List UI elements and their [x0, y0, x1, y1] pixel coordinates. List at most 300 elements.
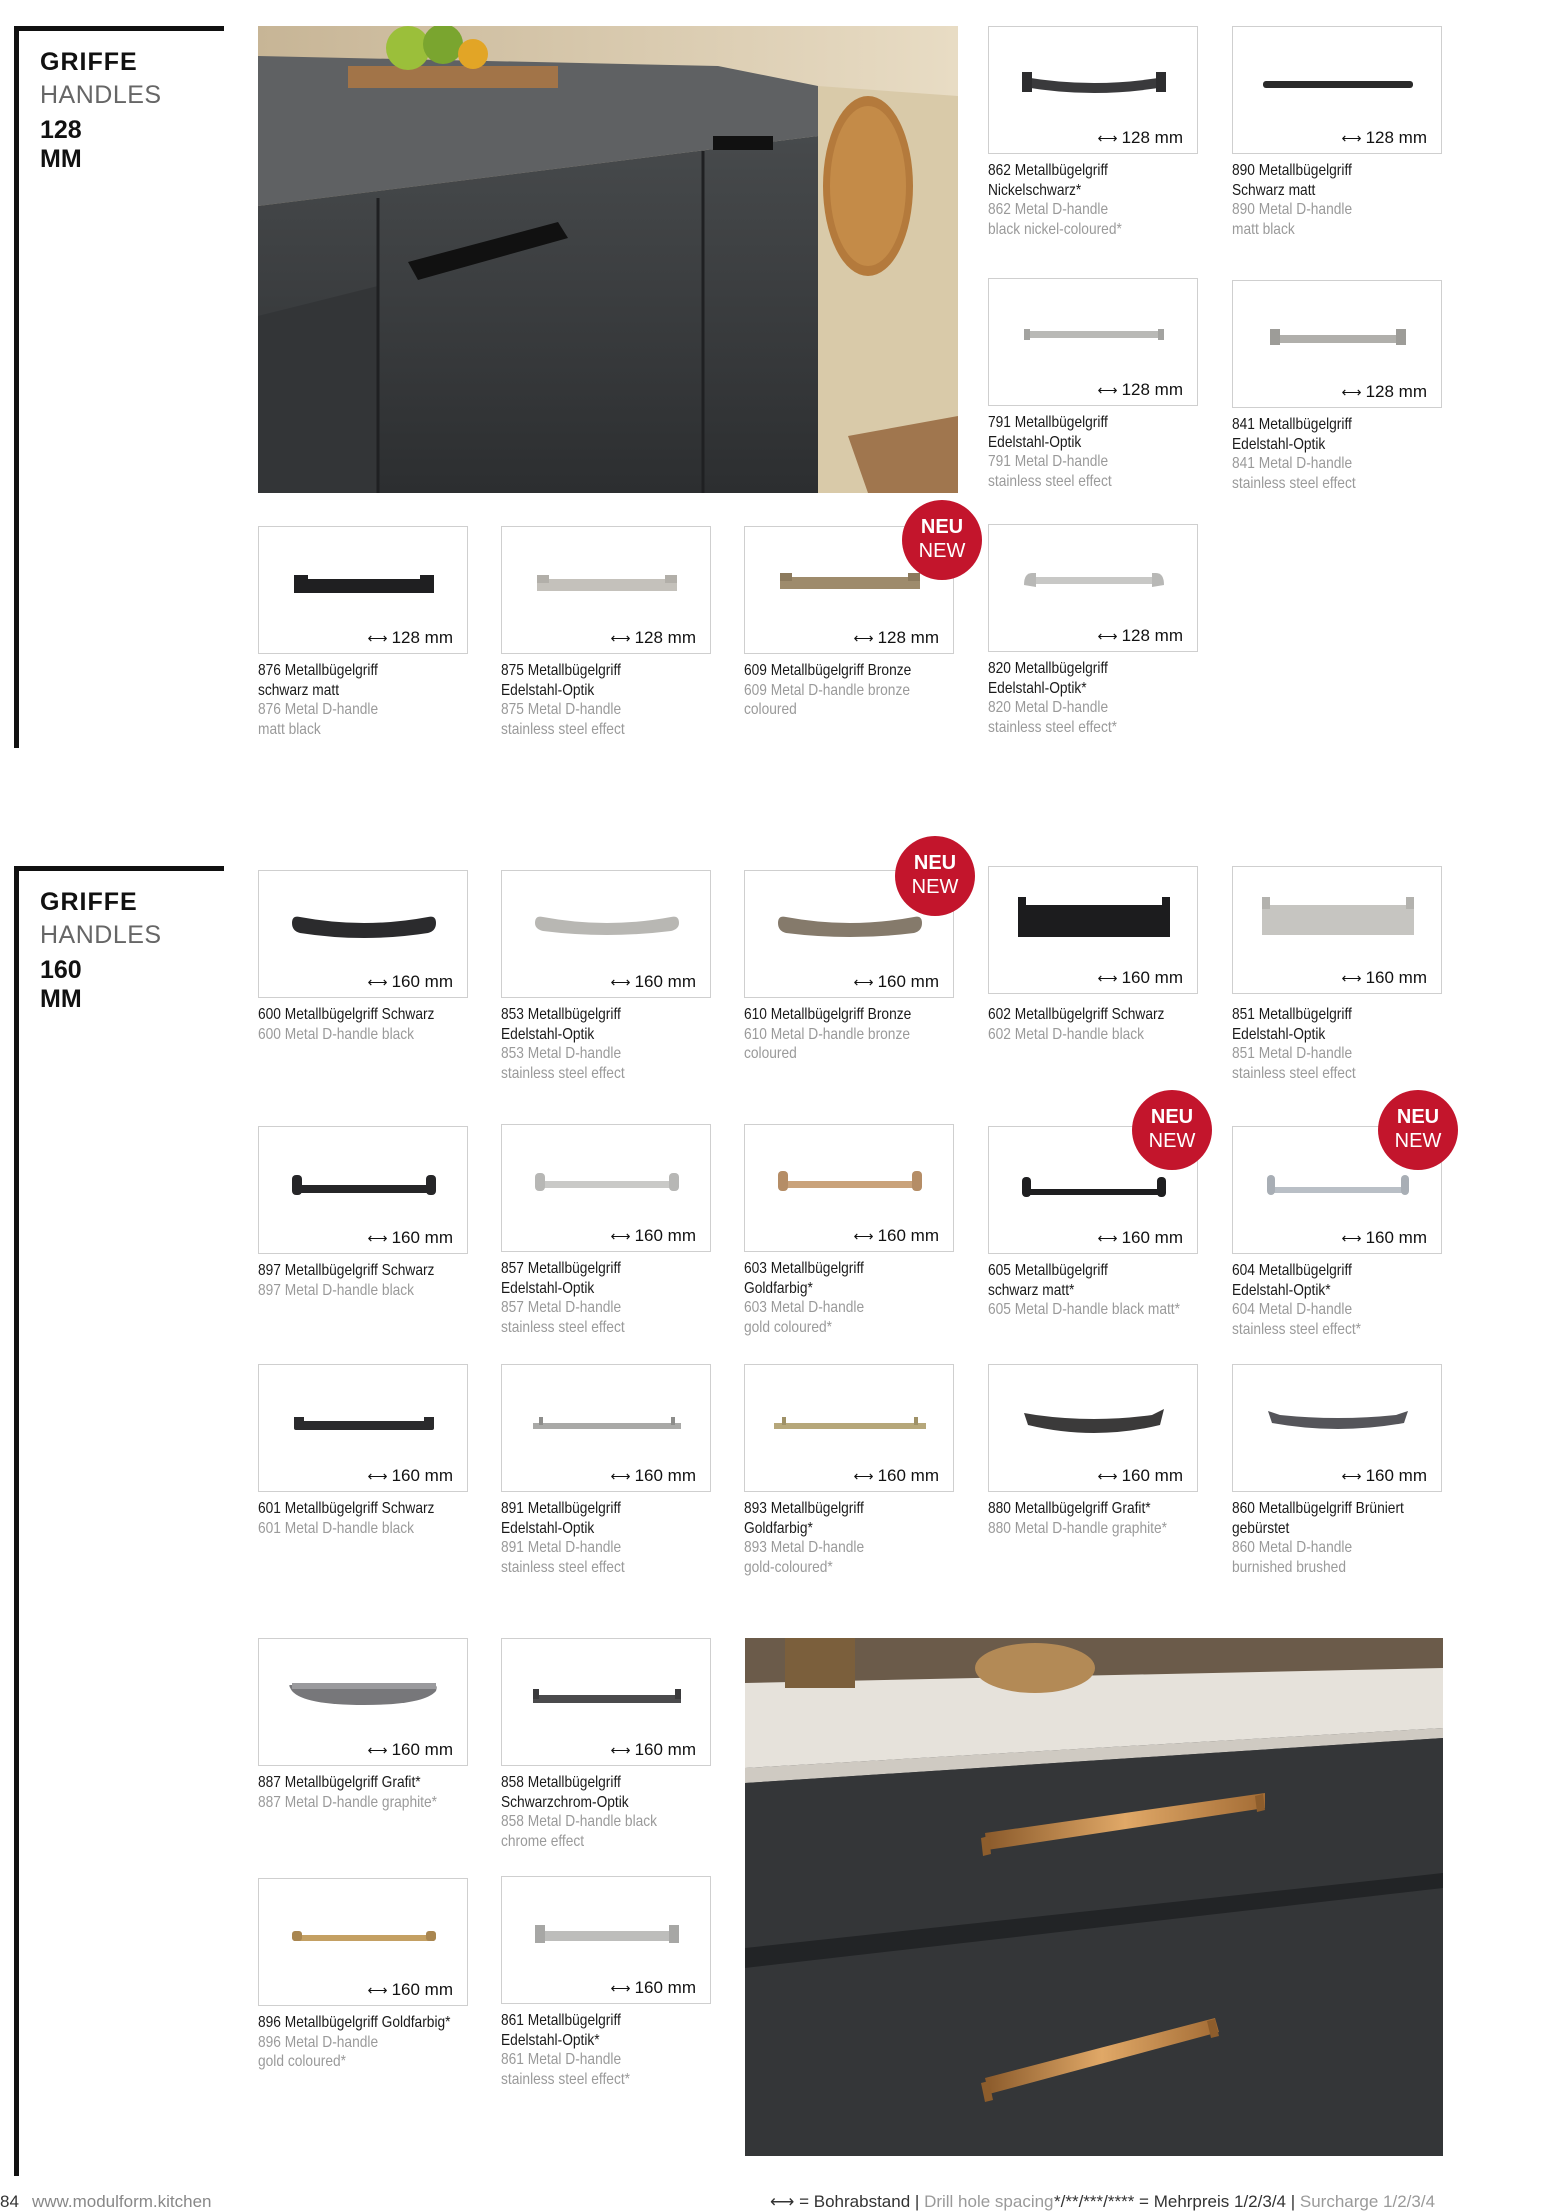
product-name-en: gold coloured*: [744, 1318, 832, 1336]
handle-image: [284, 1879, 444, 1969]
product-name-en: 861 Metal D-handle: [501, 2051, 622, 2068]
section-rule-left: [14, 866, 19, 2176]
product-caption: [258, 1005, 473, 1044]
new-badge: [1378, 1090, 1458, 1170]
drill-spacing-label: [368, 1228, 454, 1248]
drill-spacing-label: [854, 972, 940, 992]
handle-image: [284, 527, 444, 617]
product-name-en: 602 Metal D-handle black: [988, 1025, 1145, 1043]
product-tile[interactable]: [744, 1124, 954, 1337]
product-caption: [258, 1773, 473, 1812]
product-name-de: 896 Metallbügelgriff Goldfarbig*: [258, 2014, 451, 2031]
product-name-en: 851 Metal D-handle: [1232, 1045, 1353, 1062]
handle-image: [1014, 279, 1174, 369]
drill-spacing-icon: ⟷: [610, 1742, 630, 1758]
product-image-box: [988, 278, 1198, 406]
product-name-en: 791 Metal D-handle: [988, 453, 1109, 470]
drill-spacing-icon: ⟷: [367, 974, 387, 990]
product-name-de: 876 Metallbügelgriff: [258, 662, 378, 679]
product-caption: [501, 1259, 716, 1337]
drill-spacing-value: 160 mm: [391, 1228, 453, 1247]
surcharge-text-en: Surcharge 1/2/3/4: [1299, 2192, 1436, 2211]
product-tile[interactable]: [501, 1364, 711, 1577]
product-name-en: 605 Metal D-handle black matt*: [988, 1301, 1180, 1318]
drill-spacing-label: [1098, 1228, 1184, 1248]
handle-image: [1258, 867, 1418, 957]
drill-spacing-icon: ⟷: [1097, 1468, 1117, 1484]
drill-spacing-icon: ⟷: [367, 1230, 387, 1246]
product-name-de: 609 Metallbügelgriff Bronze: [744, 662, 912, 679]
drill-spacing-icon: ⟷: [367, 1982, 387, 1998]
product-name-de: Schwarzchrom-Optik: [501, 1793, 629, 1811]
drill-spacing-label: [1098, 968, 1184, 988]
product-name-de: Edelstahl-Optik: [1232, 1025, 1326, 1043]
drill-spacing-label: [1342, 128, 1428, 148]
product-name-en: stainless steel effect*: [1232, 1320, 1362, 1338]
product-name-en: 876 Metal D-handle: [258, 701, 379, 718]
product-name-en: stainless steel effect: [501, 1558, 625, 1576]
product-caption: [988, 659, 1203, 737]
product-name-en: 862 Metal D-handle: [988, 201, 1109, 218]
product-image-box: [258, 1126, 468, 1254]
product-caption: [501, 1005, 716, 1083]
drill-spacing-label: [1342, 968, 1428, 988]
product-caption: [744, 1005, 959, 1064]
drill-spacing-label: [854, 1466, 940, 1486]
product-name-en: 897 Metal D-handle black: [258, 1281, 415, 1299]
product-name-en: 860 Metal D-handle: [1232, 1539, 1353, 1556]
product-name-de: 605 Metallbügelgriff: [988, 1262, 1108, 1279]
drill-spacing-icon: ⟷: [610, 1980, 630, 1996]
product-image-box: [258, 1638, 468, 1766]
drill-spacing-label: [1342, 382, 1428, 402]
product-image-box: [501, 526, 711, 654]
drill-spacing-label: [854, 628, 940, 648]
product-caption: [1232, 415, 1447, 493]
drill-spacing-icon: ⟷: [367, 1742, 387, 1758]
product-name-en: 887 Metal D-handle graphite*: [258, 1793, 438, 1811]
new-badge-en: NEW: [918, 540, 966, 562]
product-name-de: schwarz matt*: [988, 1281, 1075, 1299]
drill-spacing-icon: ⟷: [1341, 384, 1361, 400]
product-tile[interactable]: [1232, 1364, 1442, 1577]
handle-image: [1014, 1365, 1174, 1455]
product-tile[interactable]: [988, 1364, 1198, 1538]
product-name-en: 853 Metal D-handle: [501, 1045, 622, 1062]
drill-spacing-icon: ⟷: [1341, 1230, 1361, 1246]
drill-spacing-value: 160 mm: [1121, 968, 1183, 987]
product-tile[interactable]: [501, 526, 711, 739]
product-caption: [258, 1499, 473, 1538]
drill-spacing-legend: [770, 2192, 1054, 2212]
drill-spacing-value: 160 mm: [391, 972, 453, 991]
drill-spacing-value: 160 mm: [1365, 968, 1427, 987]
product-name-de: Edelstahl-Optik*: [501, 2031, 600, 2049]
drill-spacing-label: [1098, 128, 1184, 148]
product-name-en: 603 Metal D-handle: [744, 1299, 865, 1316]
handle-image: [527, 1639, 687, 1729]
product-name-en: stainless steel effect*: [988, 718, 1118, 736]
product-caption: [1232, 161, 1447, 239]
product-tile[interactable]: [258, 1126, 468, 1300]
product-name-en: stainless steel effect: [501, 1318, 625, 1336]
product-caption: [1232, 1261, 1447, 1339]
drill-spacing-value: 160 mm: [877, 1226, 939, 1245]
product-image-box: [988, 866, 1198, 994]
drill-spacing-value: 128 mm: [1121, 626, 1183, 645]
product-name-en: coloured: [744, 701, 797, 718]
handle-image: [1258, 27, 1418, 117]
drill-spacing-icon: ⟷: [853, 1228, 873, 1244]
product-caption: [988, 1499, 1203, 1538]
product-tile[interactable]: [988, 26, 1198, 239]
product-name-de: 857 Metallbügelgriff: [501, 1260, 621, 1277]
product-name-en: 890 Metal D-handle: [1232, 201, 1353, 218]
product-name-de: 851 Metallbügelgriff: [1232, 1006, 1352, 1023]
product-name-en: matt black: [258, 720, 321, 738]
drill-spacing-label: [611, 1226, 697, 1246]
product-caption: [258, 2013, 473, 2072]
product-name-en: chrome effect: [501, 1832, 585, 1850]
product-name-de: 875 Metallbügelgriff: [501, 662, 621, 679]
handle-image: [1014, 867, 1174, 957]
product-name-en: 891 Metal D-handle: [501, 1539, 622, 1556]
product-caption: [258, 1261, 473, 1300]
product-image-box: [258, 1364, 468, 1492]
product-tile[interactable]: [744, 1364, 954, 1577]
product-tile[interactable]: [258, 1364, 468, 1538]
drill-spacing-label: [368, 1740, 454, 1760]
drill-spacing-icon: ⟷: [367, 630, 387, 646]
product-name-en: 880 Metal D-handle graphite*: [988, 1519, 1168, 1537]
product-name-en: 841 Metal D-handle: [1232, 455, 1353, 472]
product-name-en: 601 Metal D-handle black: [258, 1519, 415, 1537]
handle-image: [1258, 281, 1418, 371]
product-name-de: 853 Metallbügelgriff: [501, 1006, 621, 1023]
product-tile[interactable]: [258, 526, 468, 739]
product-name-en: black nickel-coloured*: [988, 220, 1122, 238]
drill-spacing-icon: ⟷: [610, 974, 630, 990]
product-name-de: gebürstet: [1232, 1519, 1290, 1537]
handle-image: [284, 1639, 444, 1729]
drill-spacing-value: 160 mm: [634, 1226, 696, 1245]
product-name-en: 896 Metal D-handle: [258, 2033, 379, 2051]
product-name-en: stainless steel effect: [501, 1064, 625, 1082]
product-name-de: 862 Metallbügelgriff: [988, 162, 1108, 179]
product-name-de: 602 Metallbügelgriff Schwarz: [988, 1006, 1165, 1023]
product-caption: [744, 1259, 959, 1337]
new-badge-en: NEW: [1394, 1130, 1442, 1152]
drill-spacing-icon: ⟷: [1097, 628, 1117, 644]
product-name-en: 893 Metal D-handle: [744, 1539, 865, 1556]
product-image-box: [258, 870, 468, 998]
product-name-en: stainless steel effect: [1232, 474, 1356, 492]
kitchen-photo-top: [258, 26, 958, 493]
drill-spacing-label: [611, 628, 697, 648]
drill-spacing-value: 160 mm: [391, 1740, 453, 1759]
product-image-box: [988, 26, 1198, 154]
handle-image: [1258, 1365, 1418, 1455]
product-name-de: Goldfarbig*: [744, 1519, 813, 1537]
product-caption: [501, 2011, 716, 2089]
handle-image: [527, 527, 687, 617]
drill-spacing-value: 128 mm: [1365, 128, 1427, 147]
handle-image: [770, 1125, 930, 1215]
drill-spacing-value: 128 mm: [1121, 128, 1183, 147]
product-caption: [988, 1261, 1203, 1320]
product-name-en: 604 Metal D-handle: [1232, 1301, 1353, 1318]
product-image-box: [1232, 280, 1442, 408]
product-name-de: 858 Metallbügelgriff: [501, 1774, 621, 1791]
section-title-de: GRIFFE: [40, 48, 138, 76]
kitchen-photo-bottom: [745, 1638, 1443, 2156]
product-name-de: 880 Metallbügelgriff Grafit*: [988, 1500, 1151, 1517]
drill-spacing-value: 160 mm: [391, 1980, 453, 1999]
product-name-de: 791 Metallbügelgriff: [988, 414, 1108, 431]
section-rule-left: [14, 26, 19, 748]
product-tile[interactable]: [501, 870, 711, 1083]
product-caption: [1232, 1005, 1447, 1083]
product-tile[interactable]: [258, 1638, 468, 1812]
product-name-de: 603 Metallbügelgriff: [744, 1260, 864, 1277]
product-caption: [988, 413, 1203, 491]
drill-spacing-value: 128 mm: [1365, 382, 1427, 401]
product-name-de: 897 Metallbügelgriff Schwarz: [258, 1262, 435, 1279]
drill-spacing-value: 128 mm: [634, 628, 696, 647]
product-caption: [988, 1005, 1203, 1044]
product-image-box: [988, 1364, 1198, 1492]
handle-image: [770, 1365, 930, 1455]
drill-spacing-icon: ⟷: [610, 630, 630, 646]
drill-spacing-label: [368, 628, 454, 648]
product-tile[interactable]: [1232, 866, 1442, 1083]
separator: |: [1290, 2192, 1296, 2211]
product-image-box: [988, 524, 1198, 652]
section-title-en: HANDLES: [40, 81, 162, 109]
product-tile[interactable]: [258, 1878, 468, 2072]
product-name-de: 600 Metallbügelgriff Schwarz: [258, 1006, 435, 1023]
product-caption: [1232, 1499, 1447, 1577]
drill-spacing-label: [611, 1740, 697, 1760]
product-name-de: Edelstahl-Optik: [501, 681, 595, 699]
section-rule: [14, 866, 224, 871]
product-image-box: [501, 1876, 711, 2004]
product-image-box: [501, 1364, 711, 1492]
product-name-de: Edelstahl-Optik: [988, 433, 1082, 451]
drill-spacing-value: 128 mm: [1121, 380, 1183, 399]
drill-spacing-label: [1098, 626, 1184, 646]
kitchen-photo-bottom-image: [745, 1638, 1443, 2156]
drill-spacing-value: 160 mm: [1365, 1228, 1427, 1247]
page-number: 84: [0, 2192, 19, 2211]
drill-spacing-value: 160 mm: [634, 1978, 696, 1997]
product-caption: [744, 661, 959, 720]
product-tile[interactable]: [501, 1124, 711, 1337]
handle-image: [527, 1877, 687, 1967]
product-tile[interactable]: [988, 524, 1198, 737]
drill-spacing-icon: ⟷: [770, 2192, 795, 2211]
drill-spacing-value: 160 mm: [1121, 1466, 1183, 1485]
product-caption: [501, 1773, 716, 1851]
drill-spacing-label: [1342, 1228, 1428, 1248]
product-name-de: schwarz matt: [258, 681, 340, 699]
product-name-de: Goldfarbig*: [744, 1279, 813, 1297]
product-name-en: stainless steel effect: [1232, 1064, 1356, 1082]
drill-spacing-value: 160 mm: [1365, 1466, 1427, 1485]
product-name-en: 875 Metal D-handle: [501, 701, 622, 718]
product-name-de: Edelstahl-Optik*: [1232, 1281, 1331, 1299]
product-name-de: Edelstahl-Optik: [501, 1279, 595, 1297]
product-image-box: [258, 1878, 468, 2006]
product-image-box: [1232, 1364, 1442, 1492]
product-name-de: 861 Metallbügelgriff: [501, 2012, 621, 2029]
product-name-de: Schwarz matt: [1232, 181, 1316, 199]
handle-image: [284, 1365, 444, 1455]
drill-spacing-label: [611, 972, 697, 992]
product-name-de: Edelstahl-Optik: [501, 1519, 595, 1537]
product-name-en: 820 Metal D-handle: [988, 699, 1109, 716]
product-caption: [501, 1499, 716, 1577]
product-name-en: coloured: [744, 1045, 797, 1062]
product-image-box: [501, 1124, 711, 1252]
legend-text-de: = Bohrabstand: [799, 2192, 911, 2211]
product-image-box: [744, 1364, 954, 1492]
drill-spacing-label: [1098, 1466, 1184, 1486]
product-name-en: stainless steel effect: [988, 472, 1112, 490]
product-caption: [744, 1499, 959, 1577]
product-name-de: Edelstahl-Optik: [501, 1025, 595, 1043]
product-tile[interactable]: [988, 278, 1198, 491]
product-tile[interactable]: [258, 870, 468, 1044]
drill-spacing-icon: ⟷: [853, 974, 873, 990]
product-name-en: matt black: [1232, 220, 1295, 238]
drill-spacing-value: 160 mm: [634, 1740, 696, 1759]
product-image-box: [258, 526, 468, 654]
product-name-en: stainless steel effect: [501, 720, 625, 738]
new-badge-de: NEU: [1150, 1106, 1194, 1128]
product-name-de: 887 Metallbügelgriff Grafit*: [258, 1774, 421, 1791]
drill-spacing-label: [1342, 1466, 1428, 1486]
drill-spacing-value: 128 mm: [877, 628, 939, 647]
surcharge-legend: [1054, 2192, 1435, 2212]
kitchen-photo-top-image: [258, 26, 958, 493]
section-size: 160 MM: [40, 956, 82, 1013]
new-badge-en: NEW: [911, 876, 959, 898]
separator: |: [914, 2192, 920, 2211]
product-name-en: 857 Metal D-handle: [501, 1299, 622, 1316]
new-badge-de: NEU: [913, 852, 957, 874]
drill-spacing-value: 160 mm: [634, 972, 696, 991]
product-image-box: [501, 870, 711, 998]
drill-spacing-icon: ⟷: [1097, 970, 1117, 986]
product-name-de: 890 Metallbügelgriff: [1232, 162, 1352, 179]
drill-spacing-value: 160 mm: [391, 1466, 453, 1485]
handle-image: [284, 871, 444, 961]
section-title-en: HANDLES: [40, 921, 162, 949]
product-name-en: 858 Metal D-handle black: [501, 1813, 658, 1830]
drill-spacing-label: [611, 1978, 697, 1998]
drill-spacing-value: 160 mm: [877, 972, 939, 991]
handle-image: [1014, 27, 1174, 117]
handle-image: [1014, 525, 1174, 615]
product-name-de: Edelstahl-Optik: [1232, 435, 1326, 453]
legend-text-en: Drill hole spacing: [924, 2192, 1054, 2211]
product-tile[interactable]: [1232, 280, 1442, 493]
product-name-en: burnished brushed: [1232, 1558, 1346, 1576]
product-name-de: 820 Metallbügelgriff: [988, 660, 1108, 677]
product-tile[interactable]: [501, 1638, 711, 1851]
product-name-de: 860 Metallbügelgriff Brüniert: [1232, 1500, 1404, 1517]
section-title-de: GRIFFE: [40, 888, 138, 916]
product-name-de: Nickelschwarz*: [988, 181, 1082, 199]
product-name-de: 891 Metallbügelgriff: [501, 1500, 621, 1517]
product-tile[interactable]: [988, 866, 1198, 1044]
drill-spacing-icon: ⟷: [1341, 970, 1361, 986]
product-caption: [988, 161, 1203, 239]
drill-spacing-label: [1098, 380, 1184, 400]
drill-spacing-label: [368, 1980, 454, 2000]
product-name-de: 841 Metallbügelgriff: [1232, 416, 1352, 433]
handle-image: [527, 1125, 687, 1215]
handle-image: [527, 871, 687, 961]
new-badge-de: NEU: [1396, 1106, 1440, 1128]
product-image-box: [1232, 26, 1442, 154]
product-caption: [501, 661, 716, 739]
handle-image: [527, 1365, 687, 1455]
drill-spacing-value: 160 mm: [1121, 1228, 1183, 1247]
product-name-en: 610 Metal D-handle bronze: [744, 1025, 910, 1043]
drill-spacing-icon: ⟷: [1097, 130, 1117, 146]
new-badge: [902, 500, 982, 580]
product-image-box: [1232, 866, 1442, 994]
product-image-box: [501, 1638, 711, 1766]
product-name-de: 893 Metallbügelgriff: [744, 1500, 864, 1517]
section-size: 128 MM: [40, 116, 82, 173]
drill-spacing-icon: ⟷: [1097, 1230, 1117, 1246]
product-tile[interactable]: [501, 1876, 711, 2089]
surcharge-text-de: */**/***/**** = Mehrpreis 1/2/3/4: [1054, 2192, 1286, 2211]
drill-spacing-value: 128 mm: [391, 628, 453, 647]
drill-spacing-icon: ⟷: [1341, 130, 1361, 146]
drill-spacing-value: 160 mm: [634, 1466, 696, 1485]
drill-spacing-icon: ⟷: [853, 1468, 873, 1484]
product-name-en: gold coloured*: [258, 2053, 346, 2070]
product-name-en: 609 Metal D-handle bronze: [744, 681, 910, 699]
product-image-box: [744, 1124, 954, 1252]
product-name-en: gold-coloured*: [744, 1558, 833, 1576]
drill-spacing-label: [368, 972, 454, 992]
drill-spacing-icon: ⟷: [1341, 1468, 1361, 1484]
product-name-de: Edelstahl-Optik*: [988, 679, 1087, 697]
drill-spacing-label: [854, 1226, 940, 1246]
drill-spacing-icon: ⟷: [367, 1468, 387, 1484]
new-badge-de: NEU: [920, 516, 964, 538]
drill-spacing-icon: ⟷: [610, 1468, 630, 1484]
product-name-de: 610 Metallbügelgriff Bronze: [744, 1006, 912, 1023]
drill-spacing-label: [611, 1466, 697, 1486]
new-badge-en: NEW: [1148, 1130, 1196, 1152]
section-rule: [14, 26, 224, 31]
product-tile[interactable]: [1232, 26, 1442, 239]
product-caption: [258, 661, 473, 739]
drill-spacing-value: 160 mm: [877, 1466, 939, 1485]
product-name-en: 600 Metal D-handle black: [258, 1025, 415, 1043]
website-link[interactable]: www.modulform.kitchen: [32, 2192, 212, 2211]
new-badge: [1132, 1090, 1212, 1170]
product-name-de: 604 Metallbügelgriff: [1232, 1262, 1352, 1279]
drill-spacing-icon: ⟷: [853, 630, 873, 646]
drill-spacing-icon: ⟷: [610, 1228, 630, 1244]
